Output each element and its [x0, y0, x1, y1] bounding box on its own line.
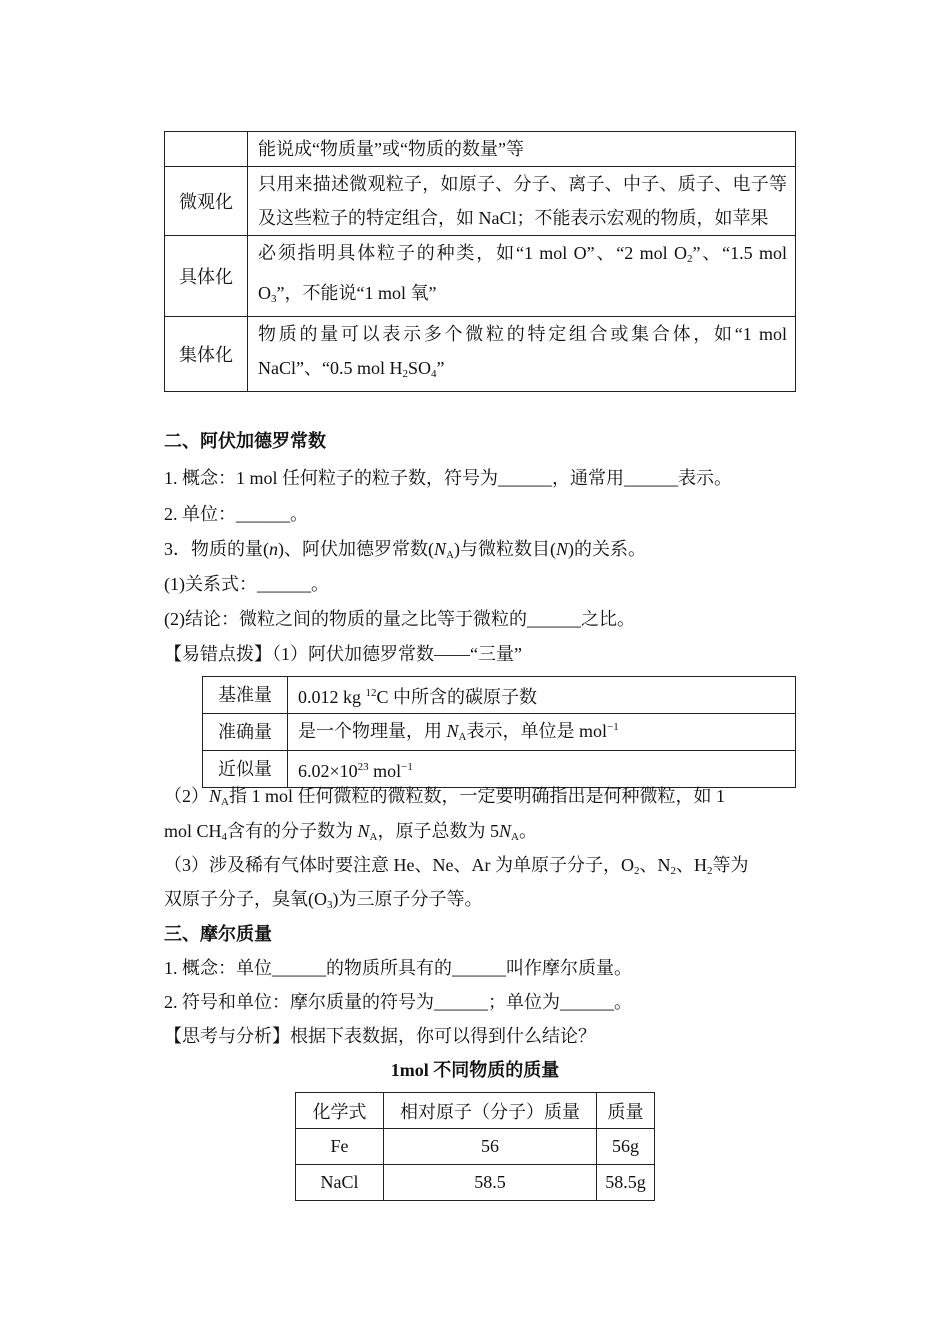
- header-cell: 质量: [597, 1093, 655, 1129]
- row-label: 具体化: [165, 236, 248, 317]
- cell: 56: [384, 1129, 597, 1165]
- table-row: [165, 132, 796, 167]
- cell: NaCl: [296, 1165, 384, 1201]
- row-text: 是一个物理量，用 $N_A$表示，单位是 mol$^{-1}$: [288, 714, 796, 751]
- row-label: [165, 132, 248, 167]
- think-analysis: 【思考与分析】根据下表数据，你可以得到什么结论？: [164, 1026, 596, 1046]
- cell: 58.5: [384, 1165, 597, 1201]
- note-2-line1: $(2)N_A$指 1 mol 任何微粒的微粒数，一定要明确指出是何种微粒，如 1: [164, 786, 725, 808]
- cell: 56g: [597, 1129, 655, 1165]
- row-text: 0.012 kg $^{12}$C 中所含的碳原子数: [288, 677, 796, 714]
- table-row: [165, 317, 796, 392]
- row-text: 物质的量可以表示多个微粒的特定组合或集合体，如“1 mol NaCl”、“0.5 mol $H_2SO_4$”: [248, 317, 796, 392]
- concept-line: 1. 概念：1 mol 任何粒子的粒子数，符号为______，通常用______表示。: [164, 468, 732, 488]
- molar-mass-symbol: 2. 符号和单位：摩尔质量的符号为______；单位为______。: [164, 992, 632, 1012]
- three-quantities-table: [202, 676, 796, 788]
- header-cell: 相对原子（分子）质量: [384, 1093, 597, 1129]
- table-row: [165, 167, 796, 236]
- table-row: [165, 236, 796, 317]
- formula-line: (1)关系式：______。: [164, 574, 329, 594]
- table-row: [296, 1129, 655, 1165]
- row-label: 基准量: [203, 677, 288, 714]
- table-header-row: [296, 1093, 655, 1129]
- molar-mass-table: [295, 1092, 655, 1201]
- note-2-line2: mol $CH_4$含有的分子数为 $N_A$，原子总数为 $5N_A$。: [164, 821, 537, 843]
- table-row: [203, 677, 796, 714]
- row-label: 集体化: [165, 317, 248, 392]
- note-3-line1: （3）涉及稀有气体时要注意 He、Ne、Ar 为单原子分子，$O_2$、$N_2$、$H_2$等为: [164, 855, 749, 877]
- row-label: 近似量: [203, 751, 288, 788]
- row-text: 只用来描述微观粒子，如原子、分子、离子、中子、质子、电子等及这些粒子的特定组合，如 NaCl；不能表示宏观的物质，如苹果: [248, 167, 796, 236]
- cell: Fe: [296, 1129, 384, 1165]
- table-title: 1mol 不同物质的质量: [390, 1060, 560, 1080]
- table-row: [296, 1165, 655, 1201]
- row-text: $6.02\times 10^{23}$ mol$^{-1}$: [288, 751, 796, 788]
- conclusion-line: (2)结论：微粒之间的物质的量之比等于微粒的______之比。: [164, 609, 635, 629]
- row-text: 必须指明具体粒子的种类，如“1 mol O”、“2 mol $O_2$”、“1.5 mol $O_3$”，不能说“1 mol 氧”: [248, 236, 796, 317]
- section-heading-avogadro: 二、阿伏加德罗常数: [164, 431, 326, 451]
- row-text: 能说成“物质量”或“物质的数量”等: [248, 132, 796, 167]
- row-label: 准确量: [203, 714, 288, 751]
- relation-line: 3．物质的量(n)、阿伏加德罗常数$(N_A)$与微粒数目(N)的关系。: [164, 539, 646, 561]
- section-heading-molar-mass: 三、摩尔质量: [164, 924, 272, 944]
- note-3-line2: 双原子分子，臭氧$(O_3)$为三原子分子等。: [164, 889, 483, 911]
- molar-mass-concept: 1. 概念：单位______的物质所具有的______叫作摩尔质量。: [164, 958, 632, 978]
- row-label: 微观化: [165, 167, 248, 236]
- table-row: [203, 714, 796, 751]
- usage-table: [164, 131, 796, 392]
- cell: 58.5g: [597, 1165, 655, 1201]
- header-cell: 化学式: [296, 1093, 384, 1129]
- tip-title: 【易错点拨】（1）阿伏加德罗常数——“三量”: [164, 644, 522, 664]
- unit-line: 2. 单位：______。: [164, 504, 308, 524]
